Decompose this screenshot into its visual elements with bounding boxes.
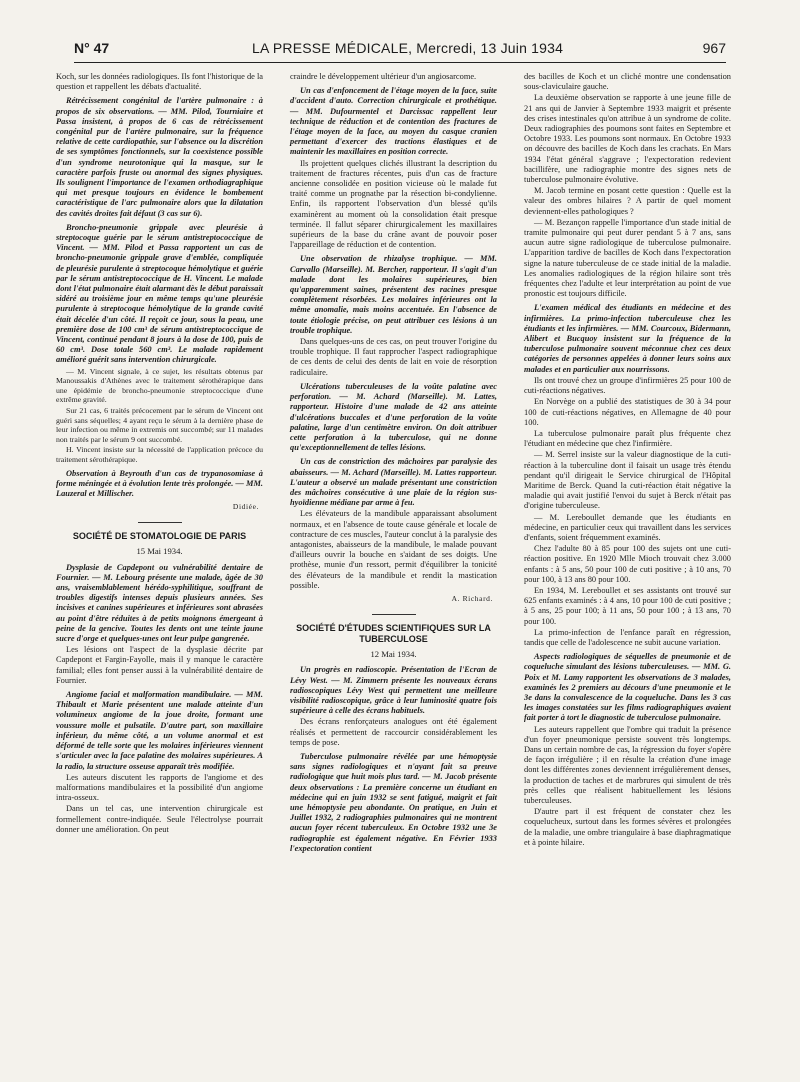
divider xyxy=(138,522,182,523)
paragraph: Les auteurs rappellent que l'ombre qui traduit la présence d'un foyer pneumonique persiste souvent très longtemps. Dans un certain nombre de cas, la régression du foyer s'opère de façon irrégulière ; il en résulte la création d'une image dont les différentes zones deviennent irrégulièrement denses, la production de taches et de marbrures qui simulent de très près celles que réalisent habituellement les lésions tuberculeuses. xyxy=(524,724,731,806)
society-heading: SOCIÉTÉ D'ÉTUDES SCIENTIFIQUES SUR LA TUBERCULOSE xyxy=(296,623,491,645)
paragraph: des bacilles de Koch et un cliché montre une condensation sous-claviculaire gauche. xyxy=(524,72,731,92)
paragraph: Chez l'adulte 80 à 85 pour 100 des sujets ont une cuti-réaction positive. En 1920 Mlle Mioch trouvait chez 3.000 enfants : à 5 ans, 50 pour 100 de cuti positive ; à 10 ans, 70 pour 100, à 13 ans 80 pour 100. xyxy=(524,544,731,584)
paragraph: Les auteurs discutent les rapports de l'angiome et des malformations mandibulaires et la possibilité d'un angiome intra-osseux. xyxy=(56,772,263,803)
section-radioscopie: Un progrès en radioscopie. Présentation de l'Ecran de Lévy West. — M. Zimmern présente les nouveaux écrans radioscopiques Lévy West qui permettent une meilleure visibilité radioscopique, grâce à leur luminosité quatre fois supérieure à celle des écrans habituels. xyxy=(290,665,497,716)
paragraph: Sur 21 cas, 6 traités précocement par le sérum de Vincent ont guéri sans séquelles; 4 ayant reçu le sérum à la dernière phase de leur infection ou même in extremis ont succombé; sur 11 malades non traités par le sérum 9 ont succombé. xyxy=(56,406,263,444)
paragraph: Ils projettent quelques clichés illustrant la description du traitement de fractures récentes, puis d'un cas de fracture ancienne consolidée en position vicieuse où le malade fut traité comme un prognathe par la résection bi-condylienne. Enfin, ils rapportent l'observation d'un blessé qu'ils examinèrent au moment où la consolidation était presque terminée. Il fallut séparer chirurgicalement les maxillaires supérieurs de la base du crâne avant de pouvoir poser l'appareillage de réduction et de contention. xyxy=(290,158,497,250)
paragraph: Des écrans renforçateurs analogues ont été également réalisés et permettent de raccourcir considérablement les temps de pose. xyxy=(290,717,497,747)
paragraph: La deuxième observation se rapporte à une jeune fille de 21 ans qui de Janvier à Septembre 1933 maigrit et présente des crises intestinales qu'on attribue à un syndrome de colite. Deux radiographies des poumons sont faites en Septembre et Octobre 1933. Les poumons sont normaux. En Octobre 1933 on découvre des bacilles de Koch dans les crachats. En Mars 1934 l'état général s'aggrave ; l'expectoration redevient bacillifère, une radiographie montre des signes nets de tuberculose pulmonaire évolutive. xyxy=(524,93,731,185)
signature: A. Richard. xyxy=(451,593,493,603)
page-header xyxy=(74,40,726,63)
paragraph: — M. Vincent signale, à ce sujet, les résultats obtenus par Manoussakis d'Athènes avec le traitement sérothérapique dans une épidémie de broncho-pneumonie streptococcique d'une extrême gravité. xyxy=(56,366,263,405)
journal-title: LA PRESSE MÉDICALE, Mercredi, 13 Juin 1934 xyxy=(252,40,564,56)
section-dysplasie: Dysplasie de Capdepont ou vulnérabilité dentaire de Fournier. — M. Lebourg présente une malade, âgée de 30 ans, vraisemblablement hérédo-syphilitique, souffrant de troubles digestifs intenses depuis plusieurs années. Ses incisives et canines supérieures et inférieures sont abrasées au point d'être réduites à de petits moignons émergeant à peine de la gencive. Toutes les dents ont une teinte jaune sucre d'orge et quelques-unes ont leur pulpe gangrenée. xyxy=(56,562,263,644)
section-trypanosomiase: Observation à Beyrouth d'un cas de trypanosomiase à forme méningée et à évolution lente très prolongée. — MM. Lauzeral et Millischer. xyxy=(56,468,263,499)
divider xyxy=(372,614,416,615)
section-broncho-pneumonie: Broncho-pneumonie grippale avec pleurésie à streptocoque guérie par le sérum antistreptococcique de Vincent. — MM. Pilod et Passa rapportent un cas de broncho-pneumonie grippale grave d'emblée, compliquée de pleurésie purulente à streptocoque hémolytique et guérie par le sérum antistreptococcique de H. Vincent. Le malade dont l'état pulmonaire était alarmant dès le début paraissait sidéré au troisième jour en même temps qu'une pleurésie purulente à streptocoque hémolytique de la grande cavité était décelée d'un côté. Il reçoit ce jour, sous la peau, une première dose de 100 cm³ de sérum antistreptococcique de Vincent, continué pendant 8 jours à la dose de 100, puis de 60 cm³. Dose totale 560 cm³. Le malade rapidement amélioré guérit sans intervention chirurgicale. xyxy=(56,222,263,365)
issue-number: N° 47 xyxy=(74,40,110,56)
paragraph: La primo-infection de l'enfance paraît en régression, tandis que celle de l'adolescence ne subit aucune variation. xyxy=(524,627,731,647)
paragraph: Dans quelques-uns de ces cas, on peut trouver l'origine du trouble trophique. Il faut rapprocher l'aspect radiographique de ces dents de celui des dents de lait en voie de résorption radiculaire. xyxy=(290,337,497,377)
paragraph: D'autre part il est fréquent de constater chez les coquelucheux, surtout dans les formes sévères et prolongées de la maladie, une ombre triangulaire à base diaphragmatique et à pointe hilaire. xyxy=(524,807,731,847)
paragraph: — M. Bezançon rappelle l'importance d'un stade initial de tramite pulmonaire qui peut durer pendant 5 à 7 ans, sans aucun autre signe radiologique de tuberculose pulmonaire. L'apparition tardive de bacilles de Koch dans l'expectoration signe la nature tuberculeuse de ce stade initial de la maladie. Les anomalies radiologiques de la région hilaire sont très fréquentes chez l'adulte et leur interprétation au point de vue pronostic est toujours difficile. xyxy=(524,217,731,299)
paragraph: Koch, sur les données radiologiques. Ils font l'historique de la question et rappellent les débats d'actualité. xyxy=(56,72,263,92)
column-middle xyxy=(290,72,497,855)
session-date: 15 Mai 1934. xyxy=(136,546,183,557)
paragraph: En Norvège on a publié des statistiques de 30 à 34 pour 100 de cuti-réactions négatives, en Allemagne de 40 pour 100. xyxy=(524,397,731,427)
section-constriction: Un cas de constriction des mâchoires par paralysie des abaisseurs. — M. Achard (Marseille). M. Lattes rapporteur. L'auteur a observé un malade présentant une constriction des mâchoires consécutive à une plaie de la région sus-hyoïdienne médiane par arme à feu. xyxy=(290,457,497,508)
section-angiome: Angiome facial et malformation mandibulaire. — MM. Thibault et Marie présentent une malade atteinte d'un volumineux angiome de la joue droite, formant une voussure molle et pulsatile. D'autre part, son maxillaire inférieur, du même côté, a un volume anormal et est déformé de telle sorte que les molaires inférieures viennent s'articuler avec la face palatine des molaires supérieures. A la radio, la structure osseuse apparaît très modifiée. xyxy=(56,690,263,771)
page-number: 967 xyxy=(702,40,726,56)
section-sequelles-pneumonie: Aspects radiologiques de séquelles de pneumonie et de coqueluche simulant des lésions tuberculeuses. — MM. G. Poix et M. Lamy rapportent les observations de 3 malades, examinés les 2 premiers au décours d'une pneumonie et le 3e dans la convalescence de la coqueluche. Dans les 3 cas les images constatées sur les films radiographiques avaient fait porter à tort le diagnostic de tuberculose pulmonaire. xyxy=(524,652,731,723)
paragraph: Ils ont trouvé chez un groupe d'infirmières 25 pour 100 de cuti-réactions négatives. xyxy=(524,375,731,396)
session-date: 12 Mai 1934. xyxy=(370,649,417,660)
section-ulcerations: Ulcérations tuberculeuses de la voûte palatine avec perforation. — M. Achard (Marseille). M. Lattes, rapporteur. Histoire d'une malade de 42 ans atteinte d'ulcérations buccales et d'une perforation de la voûte palatine, large d'un centimètre environ. On doit attribuer cette perforation à la tuberculose, qui ne donne qu'exceptionnellement de telles lésions. xyxy=(290,381,497,453)
paragraph: Les lésions ont l'aspect de la dysplasie décrite par Capdepont et Fargin-Fayolle, mais il y manque le caractère familial; elles font penser aussi à la vulnérabilité dentaire de Fournier. xyxy=(56,645,263,685)
society-heading: SOCIÉTÉ DE STOMATOLOGIE DE PARIS xyxy=(72,531,247,542)
signature: Didiée. xyxy=(232,502,259,512)
section-rc-artere-pulmonaire: Rétrécissement congénital de l'artère pulmonaire : à propos de six observations. — MM. Pilod, Tourniaire et Passa insistent, à propos de 6 cas de rétrécissement congénital pur de l'artère pulmonaire, sur la fréquence relative de cette cardiopathie, sur l'absence ou la discrétion de ses symptômes fonctionnels, sur la coexistence possible d'un syndrome neurotonique qui la masque, sur le caractère parfois fruste ou anormal des signes physiques. Ils soulignent l'importance de l'examen orthodiagraphique qui met presque toujours en évidence le bombement caractéristique de l'arc pulmonaire alors que la dilatation des cavités droites fait défaut (3 cas sur 6). xyxy=(56,96,263,218)
section-hemoptysie: Tuberculose pulmonaire révélée par une hémoptysie sans signes radiologiques et n'ayant fait sa preuve radiologique que huit mois plus tard. — M. Jacob présente deux observations : La première concerne un étudiant en médecine qui en juin 1932 se sent fatigué, maigrit et fait une hémoptysie peu abondante. On pratique, en Juin et Juillet 1932, 2 radiographies pulmonaires qui ne montrent aucun foyer récent tuberculeux. En Octobre 1932 une 3e radiographie est également négative. En Février 1933 l'expectoration contient xyxy=(290,751,497,853)
section-rhizalyse: Une observation de rhizalyse trophique. — MM. Carvallo (Marseille). M. Bercher, rapporteur. Il s'agit d'un malade dont les molaires supérieures, bien qu'apparemment saines, présentent des racines presque complètement résorbées. Les molaires inférieures ont la même anomalie, mais moins accentuée. En l'absence de toute étiologie précise, on peut attribuer ces lésions à un trouble trophique. xyxy=(290,254,497,335)
paragraph: H. Vincent insiste sur la nécessité de l'application précoce du traitement sérothérapique. xyxy=(56,445,263,465)
paragraph: Les élévateurs de la mandibule apparaissant absolument normaux, et en l'absence de toute cause générale et locale de contracture de ces muscles, l'auteur conclut à la paralysie des antagonistes, abaisseurs de la mandibule, le malade pouvant d'ailleurs ouvrir la bouche en s'aidant de ses doigts. Une prothèse, munie d'un ressort, permit d'équilibrer la tonicité des élévateurs de la mandibule et rendit la mastication possible. xyxy=(290,509,497,590)
paragraph: En 1934, M. Lereboullet et ses assistants ont trouvé sur 625 enfants examinés : à 4 ans, 10 pour 100 de cuti positive ; à 5 ans, 25 pour 100; à 11 ans, 50 pour 100 ; à 13 ans, 70 pour 100. xyxy=(524,585,731,626)
paragraph: Dans un tel cas, une intervention chirurgicale est formellement contre-indiquée. Seule l'électrolyse pourrait donner une amélioration. On peut xyxy=(56,804,263,834)
paragraph: M. Jacob termine en posant cette question : Quelle est la valeur des ombres hilaires ? A partir de quel moment deviennent-elles pathologiques ? xyxy=(524,186,731,216)
column-right xyxy=(524,72,731,849)
paragraph: — M. Lereboullet demande que les étudiants en médecine, en particulier ceux qui travaillent dans les services d'enfants, soient fréquemment examinés. xyxy=(524,512,731,542)
paragraph: La tuberculose pulmonaire paraît plus fréquente chez l'étudiant en médecine que chez l'infirmière. xyxy=(524,428,731,449)
column-left xyxy=(56,72,263,836)
paragraph: craindre le développement ultérieur d'un angiosarcome. xyxy=(290,72,477,81)
section-examen-etudiants: L'examen médical des étudiants en médecine et des infirmières. La primo-infection tuberculeuse chez les étudiants et les infirmières. — MM. Courcoux, Bidermann, Alibert et Bucquoy insistent sur la fréquence de la tuberculose pulmonaire souvent méconnue chez ces deux catégories de personnes appelées à donner leurs soins aux malades et en particulier aux nourrissons. xyxy=(524,303,731,374)
section-enfoncement-face: Un cas d'enfoncement de l'étage moyen de la face, suite d'accident d'auto. Correction chirurgicale et prothétique. — MM. Dufourmentel et Darcissac rappellent leur technique de réduction et de contention des fractures de l'étage moyen de la face, au moyen du casque cranien permettant d'exercer des tractions élastiques et de maintenir les maxillaires en position correcte. xyxy=(290,86,497,157)
paragraph: — M. Serrel insiste sur la valeur diagnostique de la cuti-réaction à la tuberculine dont il faisait un usage très étendu pendant qu'il dirigeait le Service chirurgical de l'Hôpital Maritime de Berck. Quand la cuti-réaction était négative la maladie qui avait justifié l'envoi du sujet à Berck n'était pas d'origine tuberculeuse. xyxy=(524,450,731,511)
